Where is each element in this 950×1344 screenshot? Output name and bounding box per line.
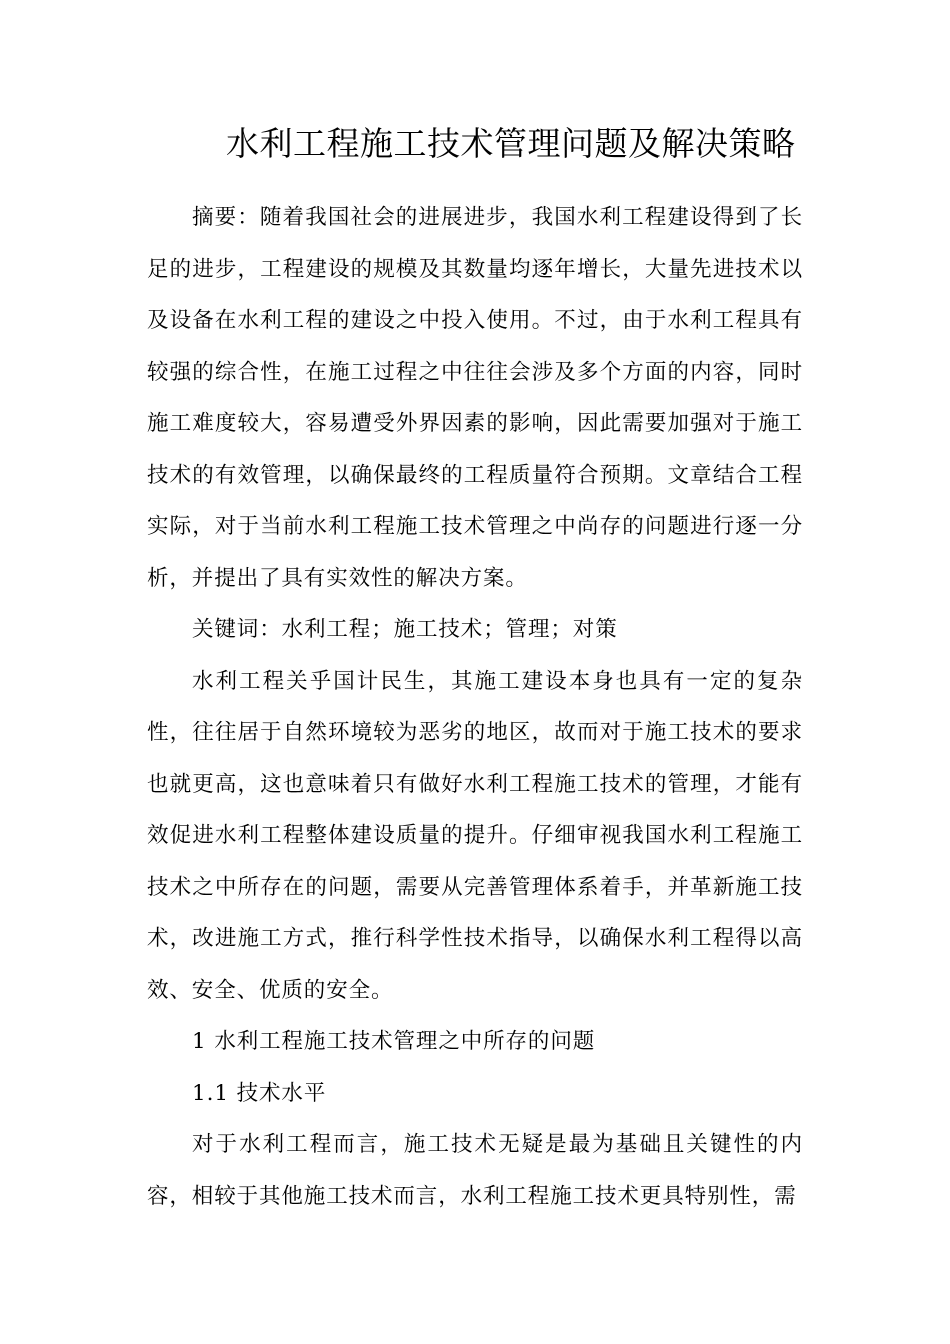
body-paragraph: 对于水利工程而言，施工技术无疑是最为基础且关键性的内容，相较于其他施工技术而言，水利工程施工技术更具特别性，需 [147, 1132, 803, 1209]
intro-paragraph: 水利工程关乎国计民生，其施工建设本身也具有一定的复杂性，往往居于自然环境较为恶劣的地区，故而对于施工技术的要求也就更高，这也意味着只有做好水利工程施工技术的管理，才能有效促进水利工程整体建设质量的提升。仔细审视我国水利工程施工技术之中所存在的问题，需要从完善管理体系着手，并革新施工技术，改进施工方式，推行科学性技术指导，以确保水利工程得以高效、安全、优质的安全。 [147, 668, 803, 1003]
document-title: 水利工程施工技术管理问题及解决策略 [226, 124, 796, 163]
section-heading-1: 1 水利工程施工技术管理之中所存的问题 [192, 1029, 596, 1054]
subsection-heading-1-1: 1.1 技术水平 [192, 1080, 327, 1106]
document-body [147, 192, 803, 1222]
abstract-paragraph: 摘要：随着我国社会的进展进步，我国水利工程建设得到了长足的进步，工程建设的规模及其数量均逐年增长，大量先进技术以及设备在水利工程的建设之中投入使用。不过，由于水利工程具有较强的综合性，在施工过程之中往往会涉及多个方面的内容，同时施工难度较大，容易遭受外界因素的影响，因此需要加强对于施工技术的有效管理，以确保最终的工程质量符合预期。文章结合工程实际，对于当前水利工程施工技术管理之中尚存的问题进行逐一分析，并提出了具有实效性的解决方案。 [147, 205, 803, 591]
keywords-paragraph: 关键词：水利工程；施工技术；管理；对策 [192, 617, 618, 642]
